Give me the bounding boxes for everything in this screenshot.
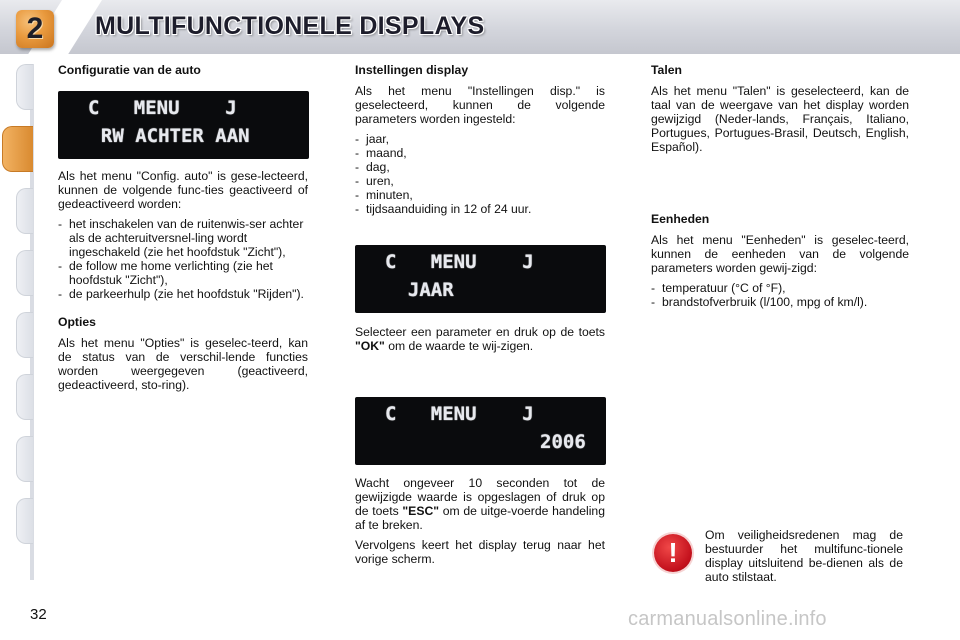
instellingen-select-text <box>355 325 605 353</box>
instellingen-intro: Als het menu "Instellingen disp." is geselecteerd, kunnen de volgende parameters worden ingesteld: <box>355 84 605 126</box>
wait-text-after: om de uitge-voerde handeling af te breken. <box>355 504 605 532</box>
lcd-value-display <box>355 397 606 465</box>
lcd-year-line1: C MENU J <box>385 251 534 273</box>
lcd-year-display <box>355 245 606 313</box>
column-instellingen-wait <box>355 476 605 572</box>
esc-key-label: "ESC" <box>402 504 440 518</box>
opties-heading: Opties <box>58 315 96 329</box>
side-tab-7[interactable] <box>16 436 33 482</box>
column-config-body <box>58 169 308 398</box>
lcd-year-line2: JAAR <box>385 279 454 301</box>
instellingen-list <box>355 132 605 216</box>
instellingen-wait-text <box>355 476 605 532</box>
eenheden-item-temperature: - temperatuur (°C of °F), <box>651 281 909 295</box>
chapter-number: 2 <box>26 12 44 45</box>
instellingen-item-minutes: - minuten, <box>355 188 605 202</box>
column-config <box>58 63 308 84</box>
config-item-parking-aid: - de parkeerhulp (zie het hoofdstuk "Rijden"). <box>58 287 308 301</box>
lcd-value-line1: C MENU J <box>385 403 534 425</box>
select-text-before: Selecteer een parameter en druk op de toets <box>355 325 605 339</box>
opties-text: Als het menu "Opties" is geselec-teerd, kan de status van de verschil-lende functies worden weergegeven (geactiveerd, gedeactiveerd, sto-ring). <box>58 336 308 392</box>
side-tab-6[interactable] <box>16 374 33 420</box>
column-instellingen <box>355 63 605 222</box>
lcd-config-line2: RW ACHTER AAN <box>78 125 250 147</box>
instellingen-item-time-format: - tijdsaanduiding in 12 of 24 uur. <box>355 202 605 216</box>
instellingen-item-hours: - uren, <box>355 174 605 188</box>
instellingen-continue-text: Vervolgens keert het display terug naar het vorige scherm. <box>355 538 605 566</box>
lcd-config-display <box>58 91 309 159</box>
ok-key-label: "OK" <box>355 339 385 353</box>
page-title: MULTIFUNCTIONELE DISPLAYS <box>95 12 485 40</box>
column-talen <box>651 63 909 160</box>
column-instellingen-select <box>355 325 605 359</box>
side-tabs <box>0 64 34 580</box>
config-heading: Configuratie van de auto <box>58 63 201 77</box>
column-eenheden <box>651 212 909 315</box>
side-tab-8[interactable] <box>16 498 33 544</box>
config-item-rear-wiper: - het inschakelen van de ruitenwis-ser achter als de achteruitversnel-ling wordt ingeschakeld (zie het hoofdstuk "Zicht"), <box>58 217 308 259</box>
config-intro: Als het menu "Config. auto" is gese-lecteerd, kunnen de volgende func-ties geactiveerd of gedeactiveerd worden: <box>58 169 308 211</box>
select-text-after: om de waarde te wij-zigen. <box>384 339 534 353</box>
instellingen-item-day: - dag, <box>355 160 605 174</box>
config-item-follow-me-home: - de follow me home verlichting (zie het hoofdstuk "Zicht"), <box>58 259 308 287</box>
instellingen-item-month: - maand, <box>355 146 605 160</box>
side-tab-4[interactable] <box>16 250 33 296</box>
exclamation-icon: ! <box>654 534 692 572</box>
instellingen-item-year: - jaar, <box>355 132 605 146</box>
instellingen-heading: Instellingen display <box>355 63 469 77</box>
lcd-config-line1: C MENU J <box>88 97 237 119</box>
eenheden-intro: Als het menu "Eenheden" is geselec-teerd, kunnen de eenheden van de volgende parameters worden gewij-zigd: <box>651 233 909 275</box>
talen-text: Als het menu "Talen" is geselecteerd, kan de taal van de weergave van het display worden gewijzigd (Neder-lands, Français, Italiano, Portugues, Portugues-Brasil, Deutsch, English, Español). <box>651 84 909 154</box>
eenheden-heading: Eenheden <box>651 212 710 226</box>
side-tab-3[interactable] <box>16 188 33 234</box>
watermark: carmanualsonline.info <box>628 608 827 630</box>
page-header <box>0 0 960 56</box>
talen-heading: Talen <box>651 63 682 77</box>
side-tab-5[interactable] <box>16 312 33 358</box>
config-list <box>58 217 308 301</box>
safety-warning-text: Om veiligheidsredenen mag de bestuurder het multifunc-tionele display uitsluitend be-dienen als de auto stilstaat. <box>705 528 903 584</box>
page-number: 32 <box>30 606 47 623</box>
lcd-value-line2: 2006 <box>540 431 586 453</box>
eenheden-list <box>651 281 909 309</box>
wait-text-before: Wacht ongeveer 10 seconden tot de gewijzigde waarde is opgeslagen of druk op de toets <box>355 476 605 518</box>
side-tab-2-active[interactable] <box>2 126 33 172</box>
side-tab-1[interactable] <box>16 64 33 110</box>
eenheden-item-fuel-consumption: - brandstofverbruik (l/100, mpg of km/l). <box>651 295 909 309</box>
safety-warning <box>645 524 915 586</box>
chapter-badge <box>16 10 54 48</box>
